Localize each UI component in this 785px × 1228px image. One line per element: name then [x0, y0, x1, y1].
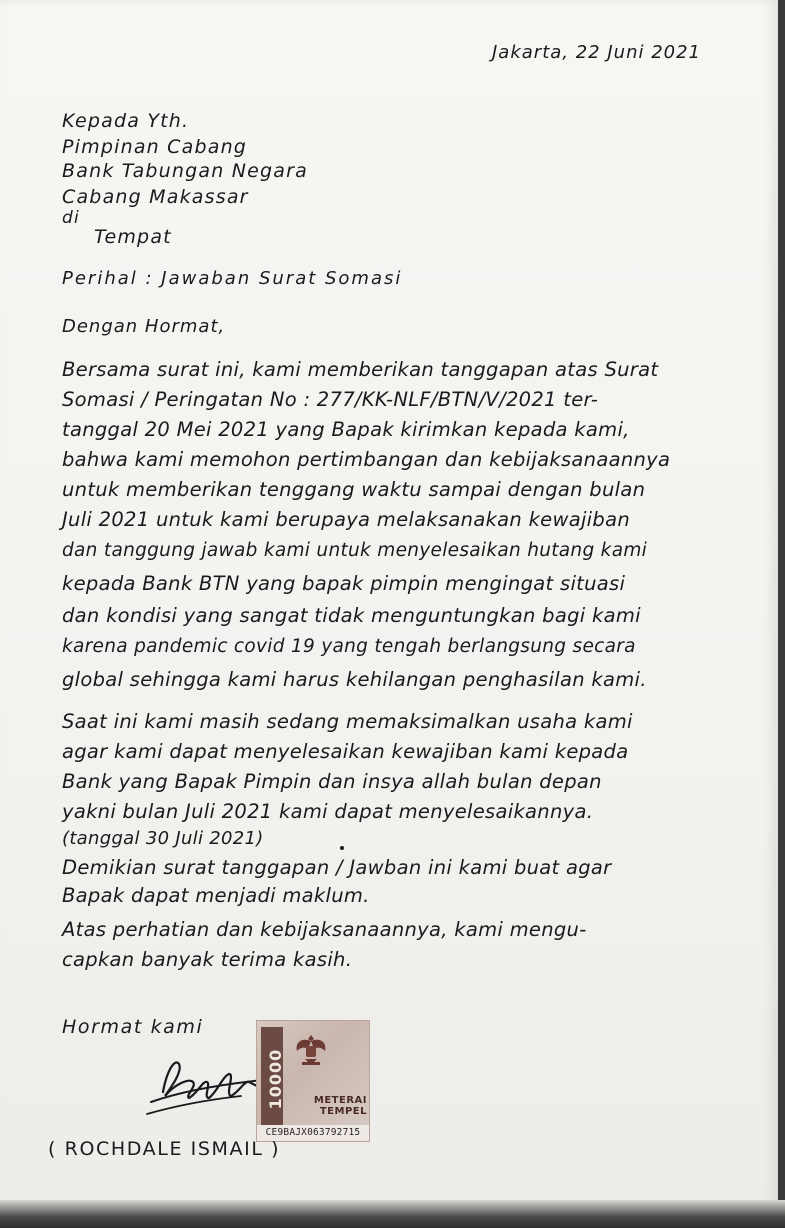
stamp-label: TEMPEL [319, 1106, 367, 1117]
body-line: global sehingga kami harus kehilangan penghasilan kami. [62, 668, 647, 691]
closing: Hormat kami [62, 1016, 204, 1038]
body-line: karena pandemic covid 19 yang tengah berlangsung secara [62, 636, 636, 657]
recipient-line: Bank Tabungan Negara [62, 160, 309, 182]
body-line: bahwa kami memohon pertimbangan dan kebijaksanaannya [62, 448, 671, 471]
ink-dot [340, 846, 344, 850]
body-line: yakni bulan Juli 2021 kami dapat menyelesaikannya. [62, 800, 594, 823]
letter-date: Jakarta, 22 Juni 2021 [492, 42, 702, 63]
body-line: Somasi / Peringatan No : 277/KK-NLF/BTN/V/2021 ter- [62, 388, 599, 411]
signatory-name: ( ROCHDALE ISMAIL ) [48, 1138, 281, 1160]
recipient-line: Cabang Makassar [62, 186, 249, 208]
body-line: (tanggal 30 Juli 2021) [62, 828, 264, 849]
body-line: Bapak dapat menjadi maklum. [62, 884, 370, 907]
body-line: Bank yang Bapak Pimpin dan insya allah bulan depan [62, 770, 602, 793]
body-line: Saat ini kami masih sedang memaksimalkan usaha kami [62, 710, 633, 733]
recipient-line: di [62, 208, 80, 228]
body-line: agar kami dapat menyelesaikan kewajiban kami kepada [62, 740, 629, 763]
body-line: dan tanggung jawab kami untuk menyelesaikan hutang kami [62, 540, 648, 561]
revenue-stamp [256, 1020, 370, 1142]
stamp-serial: CE9BAJX063792715 [257, 1125, 369, 1141]
body-line: untuk memberikan tenggang waktu sampai dengan bulan [62, 478, 646, 501]
garuda-emblem-icon [291, 1029, 331, 1069]
table-edge [0, 1200, 785, 1228]
recipient-line: Kepada Yth. [62, 110, 190, 132]
recipient-line: Tempat [94, 226, 172, 248]
body-line: Juli 2021 untuk kami berupaya melaksanakan kewajiban [62, 508, 630, 531]
body-line: capkan banyak terima kasih. [62, 948, 353, 971]
body-line: Atas perhatian dan kebijaksanaannya, kami mengu- [62, 918, 587, 941]
recipient-line: Pimpinan Cabang [62, 136, 248, 158]
body-line: dan kondisi yang sangat tidak menguntungkan bagi kami [62, 604, 641, 627]
stamp-label: METERAI [313, 1095, 367, 1106]
body-line: tanggal 20 Mei 2021 yang Bapak kirimkan kepada kami, [62, 418, 630, 441]
stamp-value: 10000 [266, 1048, 285, 1110]
body-line: Bersama surat ini, kami memberikan tanggapan atas Surat [62, 358, 659, 381]
letter-subject: Perihal : Jawaban Surat Somasi [62, 268, 403, 289]
body-line: Demikian surat tanggapan / Jawban ini kami buat agar [62, 856, 612, 879]
letter-greeting: Dengan Hormat, [62, 316, 226, 337]
body-line: kepada Bank BTN yang bapak pimpin mengingat situasi [62, 572, 626, 595]
